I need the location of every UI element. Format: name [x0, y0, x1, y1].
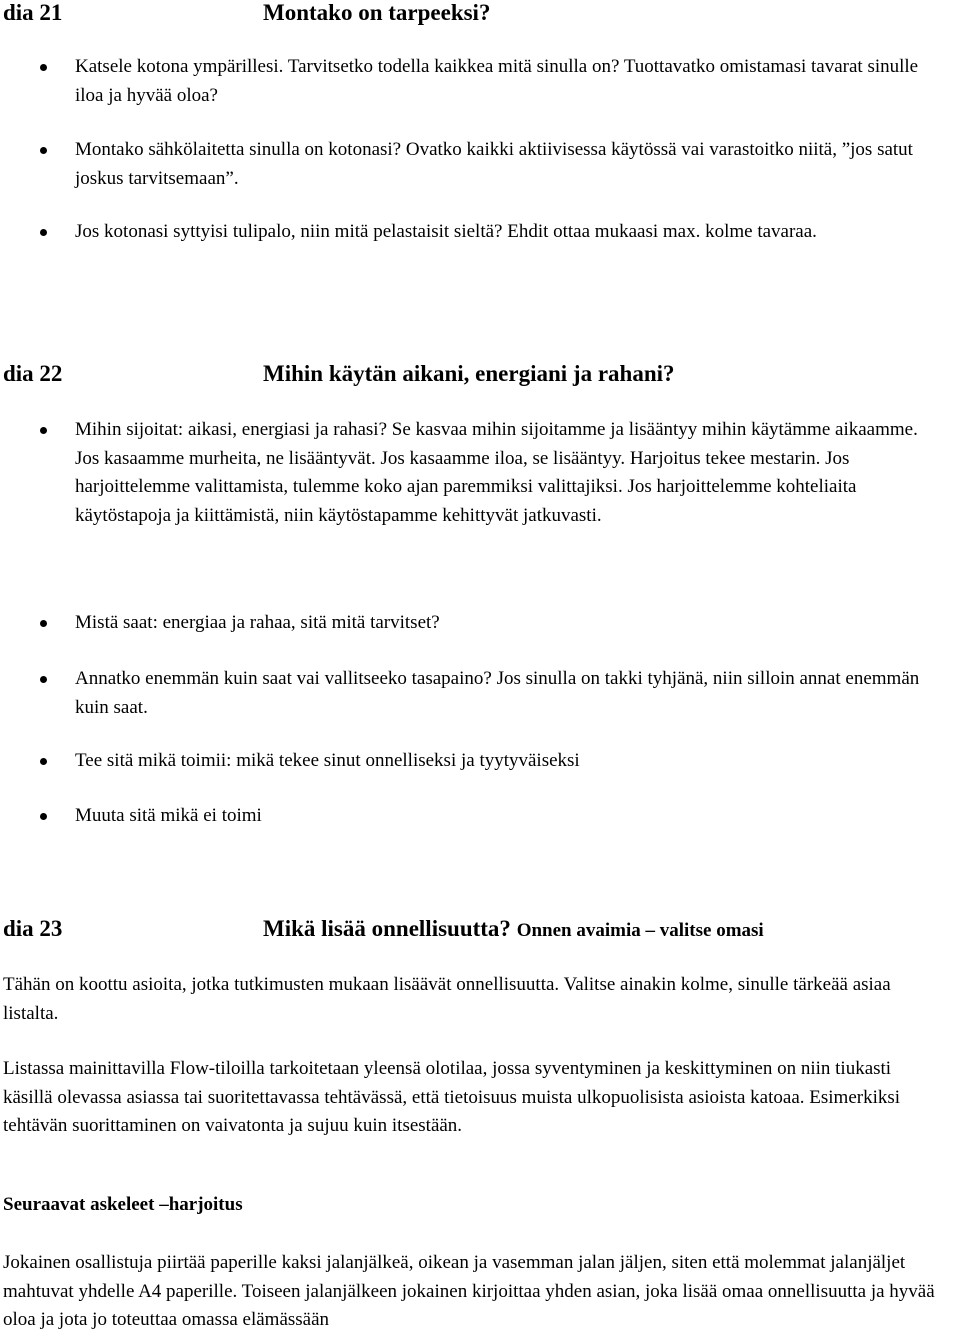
dia23-title-group: [263, 916, 764, 942]
dia23-subtitle: Onnen avaimia – valitse omasi: [516, 920, 764, 941]
bullet-icon: [40, 147, 47, 154]
dia21-title: Montako on tarpeeksi?: [263, 0, 491, 25]
paragraph: Jokainen osallistuja piirtää paperille kaksi jalanjälkeä, oikean ja vasemman jalan jäljen, siten että molemmat jalanjäljet mahtuvat yhdelle A4 paperille. Toiseen jalanjälkeen jokainen kirjoittaa yhden asian, joka lisää omaa onnellisuutta ja hyvää oloa ja jota jo toteuttaa omassa elämässään: [3, 1252, 935, 1330]
list-item-text: Montako sähkölaitetta sinulla on kotonasi? Ovatko kaikki aktiivisessa käytössä vai varastoitko niitä, ”jos satut joskus tarvitsemaan”.: [75, 139, 913, 189]
list-item-text: Muuta sitä mikä ei toimi: [75, 805, 262, 826]
dia23-title: Mikä lisää onnellisuutta?: [263, 916, 511, 941]
bullet-icon: [40, 427, 47, 434]
bullet-icon: [40, 813, 47, 820]
dia23-number: dia 23: [3, 916, 63, 941]
list-item-text: Annatko enemmän kuin saat vai vallitseeko tasapaino? Jos sinulla on takki tyhjänä, niin silloin annat enemmän kuin saat.: [75, 668, 920, 718]
list-item-text: Katsele kotona ympärillesi. Tarvitsetko todella kaikkea mitä sinulla on? Tuottavatko omistamasi tavarat sinulle iloa ja hyvää oloa?: [75, 56, 919, 106]
bullet-icon: [40, 620, 47, 627]
bullet-icon: [40, 676, 47, 683]
list-item-text: Mistä saat: energiaa ja rahaa, sitä mitä tarvitset?: [75, 612, 440, 633]
bullet-icon: [40, 229, 47, 236]
paragraph: Listassa mainittavilla Flow-tiloilla tarkoitetaan yleensä olotilaa, jossa syventyminen ja keskittyminen on niin tiukasti käsillä olevassa asiassa tai suoritettavassa tehtävässä, että tietoisuus muista ulkopuolisista asioista katoaa. Esimerkiksi tehtävän suorittaminen on vaivatonta ja sujuu kuin itsestään.: [3, 1058, 901, 1136]
bullet-icon: [40, 758, 47, 765]
dia21-number: dia 21: [3, 0, 63, 25]
list-item-text: Mihin sijoitat: aikasi, energiasi ja rahasi? Se kasvaa mihin sijoitamme ja lisääntyy mihin käytämme aikaamme. Jos kasaamme murheita, ne lisääntyvät. Jos kasaamme iloa, se lisääntyy. Harjoitus tekee mestarin. Jos harjoittelemme valittamista, tulemme koko ajan paremmiksi valittajiksi. Jos harjoittelemme kohteliaita käytöstapoja ja kiittämistä, niin käytöstapamme kehittyvät jatkuvasti.: [75, 419, 918, 526]
list-item-text: Tee sitä mikä toimii: mikä tekee sinut onnelliseksi ja tyytyväiseksi: [75, 750, 580, 771]
list-item-text: Jos kotonasi syttyisi tulipalo, niin mitä pelastaisit sieltä? Ehdit ottaa mukaasi max. kolme tavaraa.: [75, 221, 817, 242]
dia22-title: Mihin käytän aikani, energiani ja rahani?: [263, 361, 675, 386]
paragraph: Tähän on koottu asioita, jotka tutkimusten mukaan lisäävät onnellisuutta. Valitse ainakin kolme, sinulle tärkeää asiaa listalta.: [3, 974, 891, 1024]
dia22-number: dia 22: [3, 361, 63, 386]
bullet-icon: [40, 64, 47, 71]
exercise-heading: Seuraavat askeleet –harjoitus: [3, 1194, 243, 1215]
